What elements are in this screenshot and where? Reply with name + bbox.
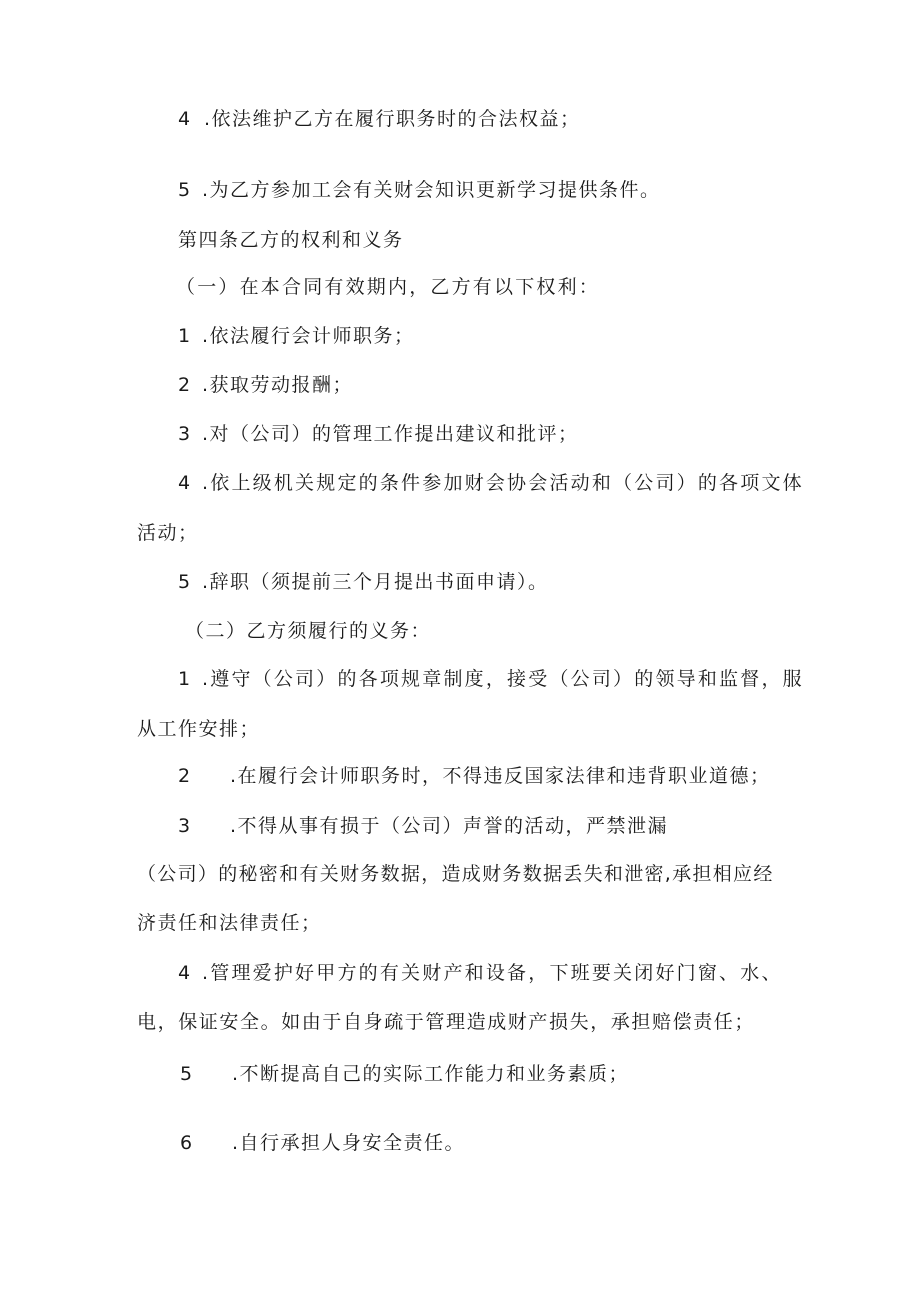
paragraph-line [178, 814, 668, 838]
paragraph-line [178, 667, 804, 691]
paragraph-line [178, 570, 549, 594]
line-text: 活动； [137, 522, 199, 544]
line-text: .依上级机关规定的条件参加财会协会活动和（公司）的各项文体 [202, 472, 804, 494]
subsection-heading [185, 619, 431, 643]
paragraph-line [137, 862, 774, 886]
paragraph-line [137, 911, 322, 935]
paragraph-line [180, 1062, 629, 1086]
line-text: .依法维护乙方在履行职务时的合法权益； [204, 108, 581, 130]
paragraph-line [178, 324, 415, 348]
line-text: （公司）的秘密和有关财务数据，造成财务数据丢失和泄密,承担相应经 [137, 863, 774, 885]
paragraph-line [137, 1010, 755, 1034]
line-text: .遵守（公司）的各项规章制度，接受（公司）的领导和监督，服 [202, 668, 804, 690]
item-number: 1 [178, 325, 192, 347]
line-text: .获取劳动报酬； [202, 374, 354, 396]
line-text: （二）乙方须履行的义务： [185, 620, 432, 642]
line-text: .管理爱护好甲方的有关财产和设备，下班要关闭好门窗、水、 [202, 962, 783, 984]
item-number: 5 [178, 571, 192, 593]
line-text: .不得从事有损于（公司）声誉的活动，严禁泄漏 [230, 815, 669, 837]
item-number: 6 [180, 1132, 194, 1154]
item-number: 4 [178, 962, 193, 984]
line-text: 从工作安排； [137, 718, 261, 740]
line-text: .在履行会计师职务时，不得违反国家法律和违背职业道德； [230, 765, 771, 787]
item-number: 1 [178, 668, 193, 690]
line-text: .对（公司）的管理工作提出建议和批评； [202, 423, 579, 445]
item-number: 2 [178, 765, 192, 787]
item-number: 4 [178, 108, 192, 130]
item-number: 5 [180, 1063, 194, 1085]
paragraph-line [178, 422, 579, 446]
item-number: 3 [178, 815, 192, 837]
paragraph-line [180, 1131, 465, 1155]
paragraph-line [178, 373, 353, 397]
section-heading [178, 228, 404, 252]
paragraph-line [178, 471, 804, 495]
line-text: .依法履行会计师职务； [202, 325, 415, 347]
line-text: .为乙方参加工会有关财会知识更新学习提供条件。 [202, 179, 661, 201]
item-number: 2 [178, 374, 192, 396]
line-text: .不断提高自己的实际工作能力和业务素质； [232, 1063, 630, 1085]
paragraph-line [137, 717, 260, 741]
line-text: .自行承担人身安全责任。 [232, 1132, 466, 1154]
item-number: 5 [178, 179, 192, 201]
item-number: 4 [178, 472, 193, 494]
paragraph-line [178, 107, 581, 131]
line-text: 第四条乙方的权利和义务 [178, 229, 404, 251]
line-text: （一）在本合同有效期内，乙方有以下权利： [176, 276, 601, 298]
paragraph-line [137, 521, 199, 545]
subsection-heading [176, 275, 600, 299]
line-text: 电，保证安全。如由于自身疏于管理造成财产损失，承担赔偿责任； [137, 1011, 756, 1033]
item-number: 3 [178, 423, 192, 445]
line-text: 济责任和法律责任； [137, 912, 322, 934]
line-text: .辞职（须提前三个月提出书面申请）。 [202, 571, 549, 593]
paragraph-line [178, 961, 783, 985]
paragraph-line [178, 764, 771, 788]
paragraph-line [178, 178, 661, 202]
